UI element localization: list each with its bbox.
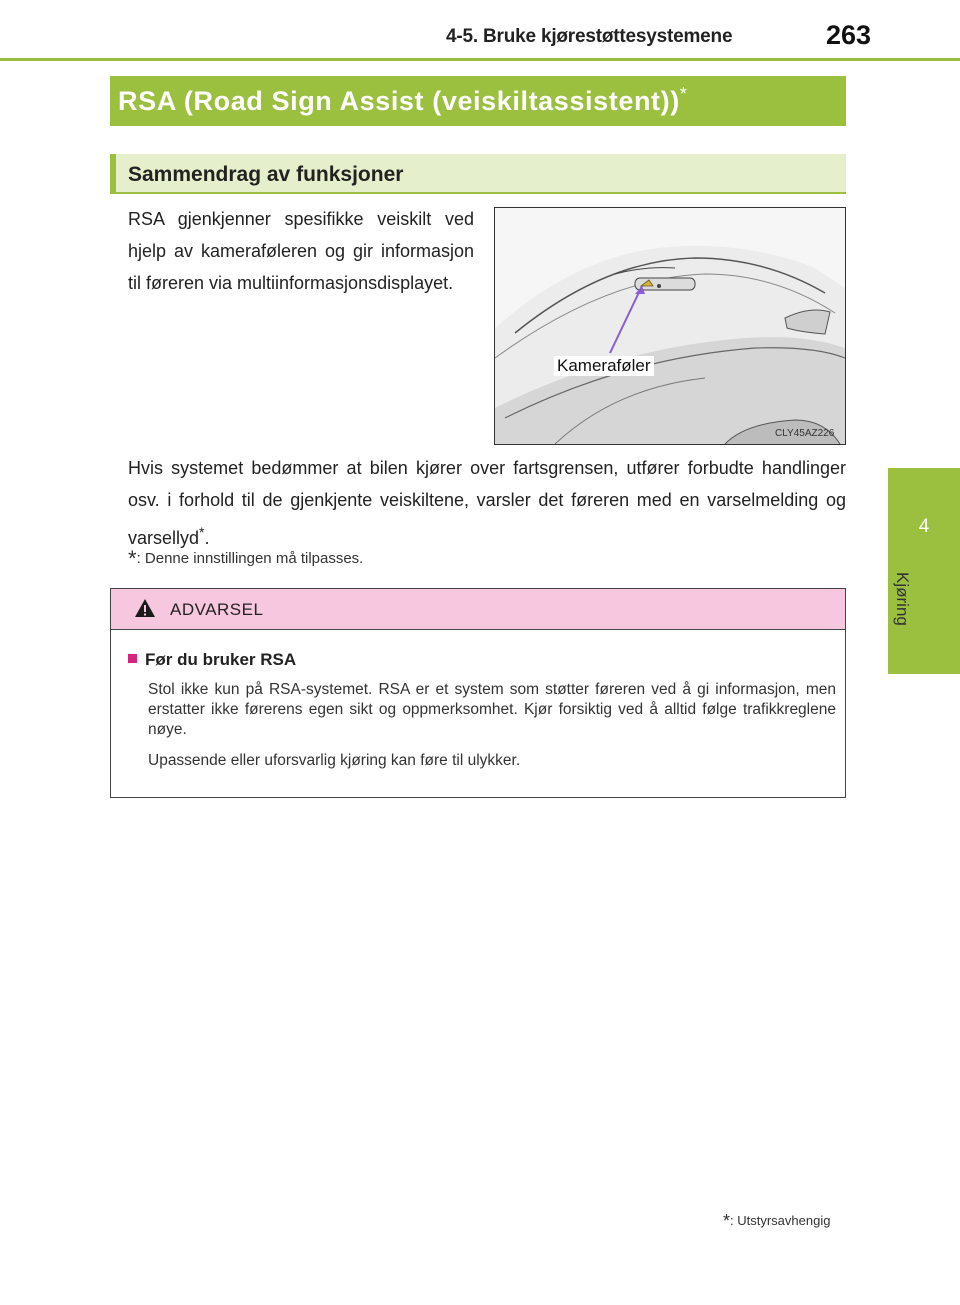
footnote [128,546,363,572]
warning-text-1: Stol ikke kun på RSA-systemet. RSA er et system som støtter føreren ved å gi informasjon, men erstatter ikke førerens egen sikt og oppmerksomhet. Kjør forsiktig ved å alltid følge trafikkreglene nøye. [148,681,836,738]
warning-text-2: Upassende eller uforsvarlig kjøring kan føre til ulykker. [148,752,521,769]
footnote-text: : Denne innstillingen må tilpasses. [136,550,364,567]
warning-triangle-icon [134,598,156,618]
footnote-marker: * [128,546,137,571]
figure-code: CLY45AZ226 [775,428,835,439]
body-text: Hvis systemet bedømmer at bilen kjører over fartsgrensen, utfører forbudte handlinger osv. i forhold til de gjenkjente veiskiltene, varsler det føreren med en varselmelding og varsellyd [128,458,846,548]
page-footnote [723,1211,830,1232]
body-paragraph [128,452,846,554]
car-interior-drawing [495,208,845,444]
chapter-tab-number: 4 [918,516,930,537]
windshield-camera-illustration [494,207,846,445]
body-end: . [204,528,210,548]
chapter-tab-label: Kjøring [893,572,912,626]
section-title-text: RSA (Road Sign Assist (veiskiltassistent)) [118,86,680,116]
running-head: 4-5. Bruke kjørestøttesystemene [446,26,733,47]
page-footnote-marker: * [723,1211,731,1231]
chapter-tab-label-wrap [888,572,918,672]
warning-title: ADVARSEL [170,600,264,619]
warning-subheading [128,650,296,670]
subsection-title: Sammendrag av funksjoner [128,163,404,186]
page-footnote-text: : Utstyrsavhengig [730,1213,831,1228]
warning-subheading-text: Før du bruker RSA [145,650,297,669]
top-rule [0,58,960,61]
camera-sensor-callout: Kameraføler [554,356,654,376]
body-marker: * [199,524,205,540]
bullet-square-icon [128,654,137,663]
section-title [118,84,687,117]
section-title-marker: * [679,84,688,104]
intro-text: RSA gjenkjenner spesifikke veiskilt ved hjelp av kameraføleren og gir informasjon til føreren via multiinformasjonsdisplayet. [128,209,474,293]
page-number: 263 [826,20,872,50]
